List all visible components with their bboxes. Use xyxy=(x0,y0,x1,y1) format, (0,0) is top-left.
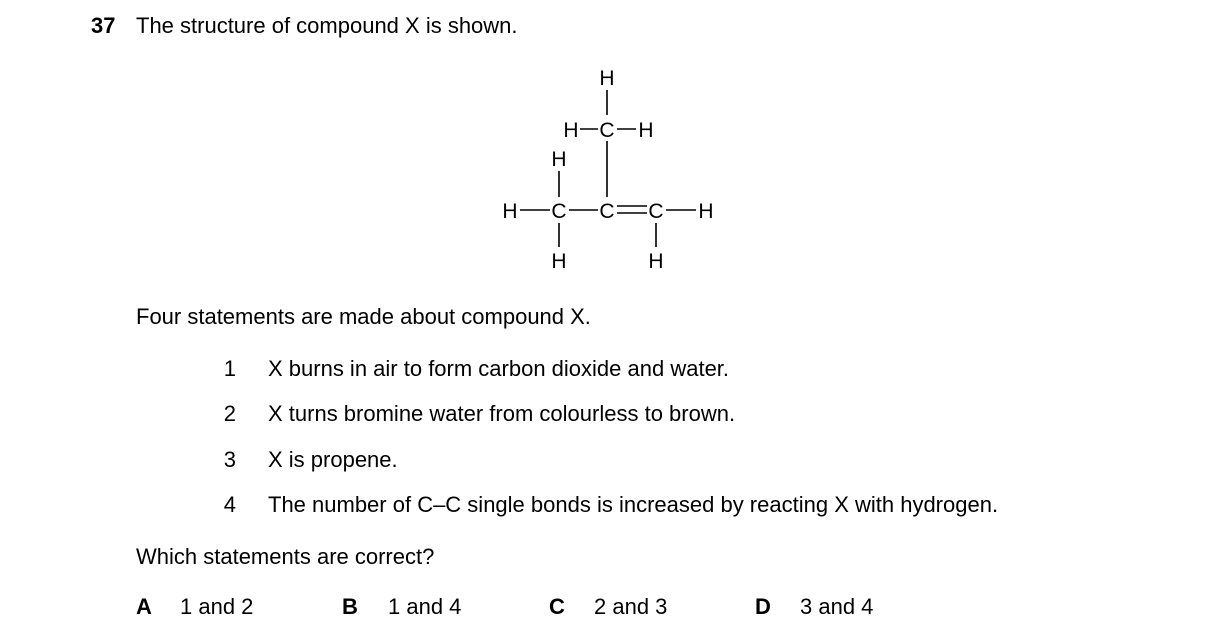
statements-intro: Four statements are made about compound X. xyxy=(136,304,591,329)
atom-h-bottom-right: H xyxy=(648,250,664,273)
statement-number: 1 xyxy=(223,356,236,381)
atom-c-right: C xyxy=(648,200,664,223)
atom-h-upper-left: H xyxy=(551,148,567,171)
atom-c-middle: C xyxy=(599,200,615,223)
option-c-text[interactable]: 2 and 3 xyxy=(594,594,668,619)
atom-h-left: H xyxy=(502,200,518,223)
statement-text: X burns in air to form carbon dioxide and water. xyxy=(268,356,730,381)
statement-text: X turns bromine water from colourless to brown. xyxy=(268,401,736,426)
atom-h-top: H xyxy=(599,67,615,90)
statement-number: 3 xyxy=(223,447,236,472)
option-a-letter[interactable]: A xyxy=(136,594,152,619)
atom-h-right: H xyxy=(698,200,714,223)
structural-formula xyxy=(480,62,740,282)
option-b-text[interactable]: 1 and 4 xyxy=(388,594,462,619)
option-b-letter[interactable]: B xyxy=(342,594,358,619)
atom-c-left: C xyxy=(551,200,567,223)
option-a-text[interactable]: 1 and 2 xyxy=(180,594,254,619)
question-number: 37 xyxy=(91,13,116,38)
option-d-text[interactable]: 3 and 4 xyxy=(800,594,874,619)
option-d-letter[interactable]: D xyxy=(755,594,771,619)
atom-h-methyl-left: H xyxy=(563,119,579,142)
statement-text: The number of C–C single bonds is increased by reacting X with hydrogen. xyxy=(268,492,999,517)
question-stem: The structure of compound X is shown. xyxy=(136,13,518,38)
statement-text: X is propene. xyxy=(268,447,398,472)
statement-number: 2 xyxy=(223,401,236,426)
atom-c-methyl: C xyxy=(599,119,615,142)
answer-prompt: Which statements are correct? xyxy=(136,544,435,569)
option-c-letter[interactable]: C xyxy=(549,594,565,619)
statement-number: 4 xyxy=(223,492,236,517)
atom-h-bottom-left: H xyxy=(551,250,567,273)
atom-h-methyl-right: H xyxy=(638,119,654,142)
